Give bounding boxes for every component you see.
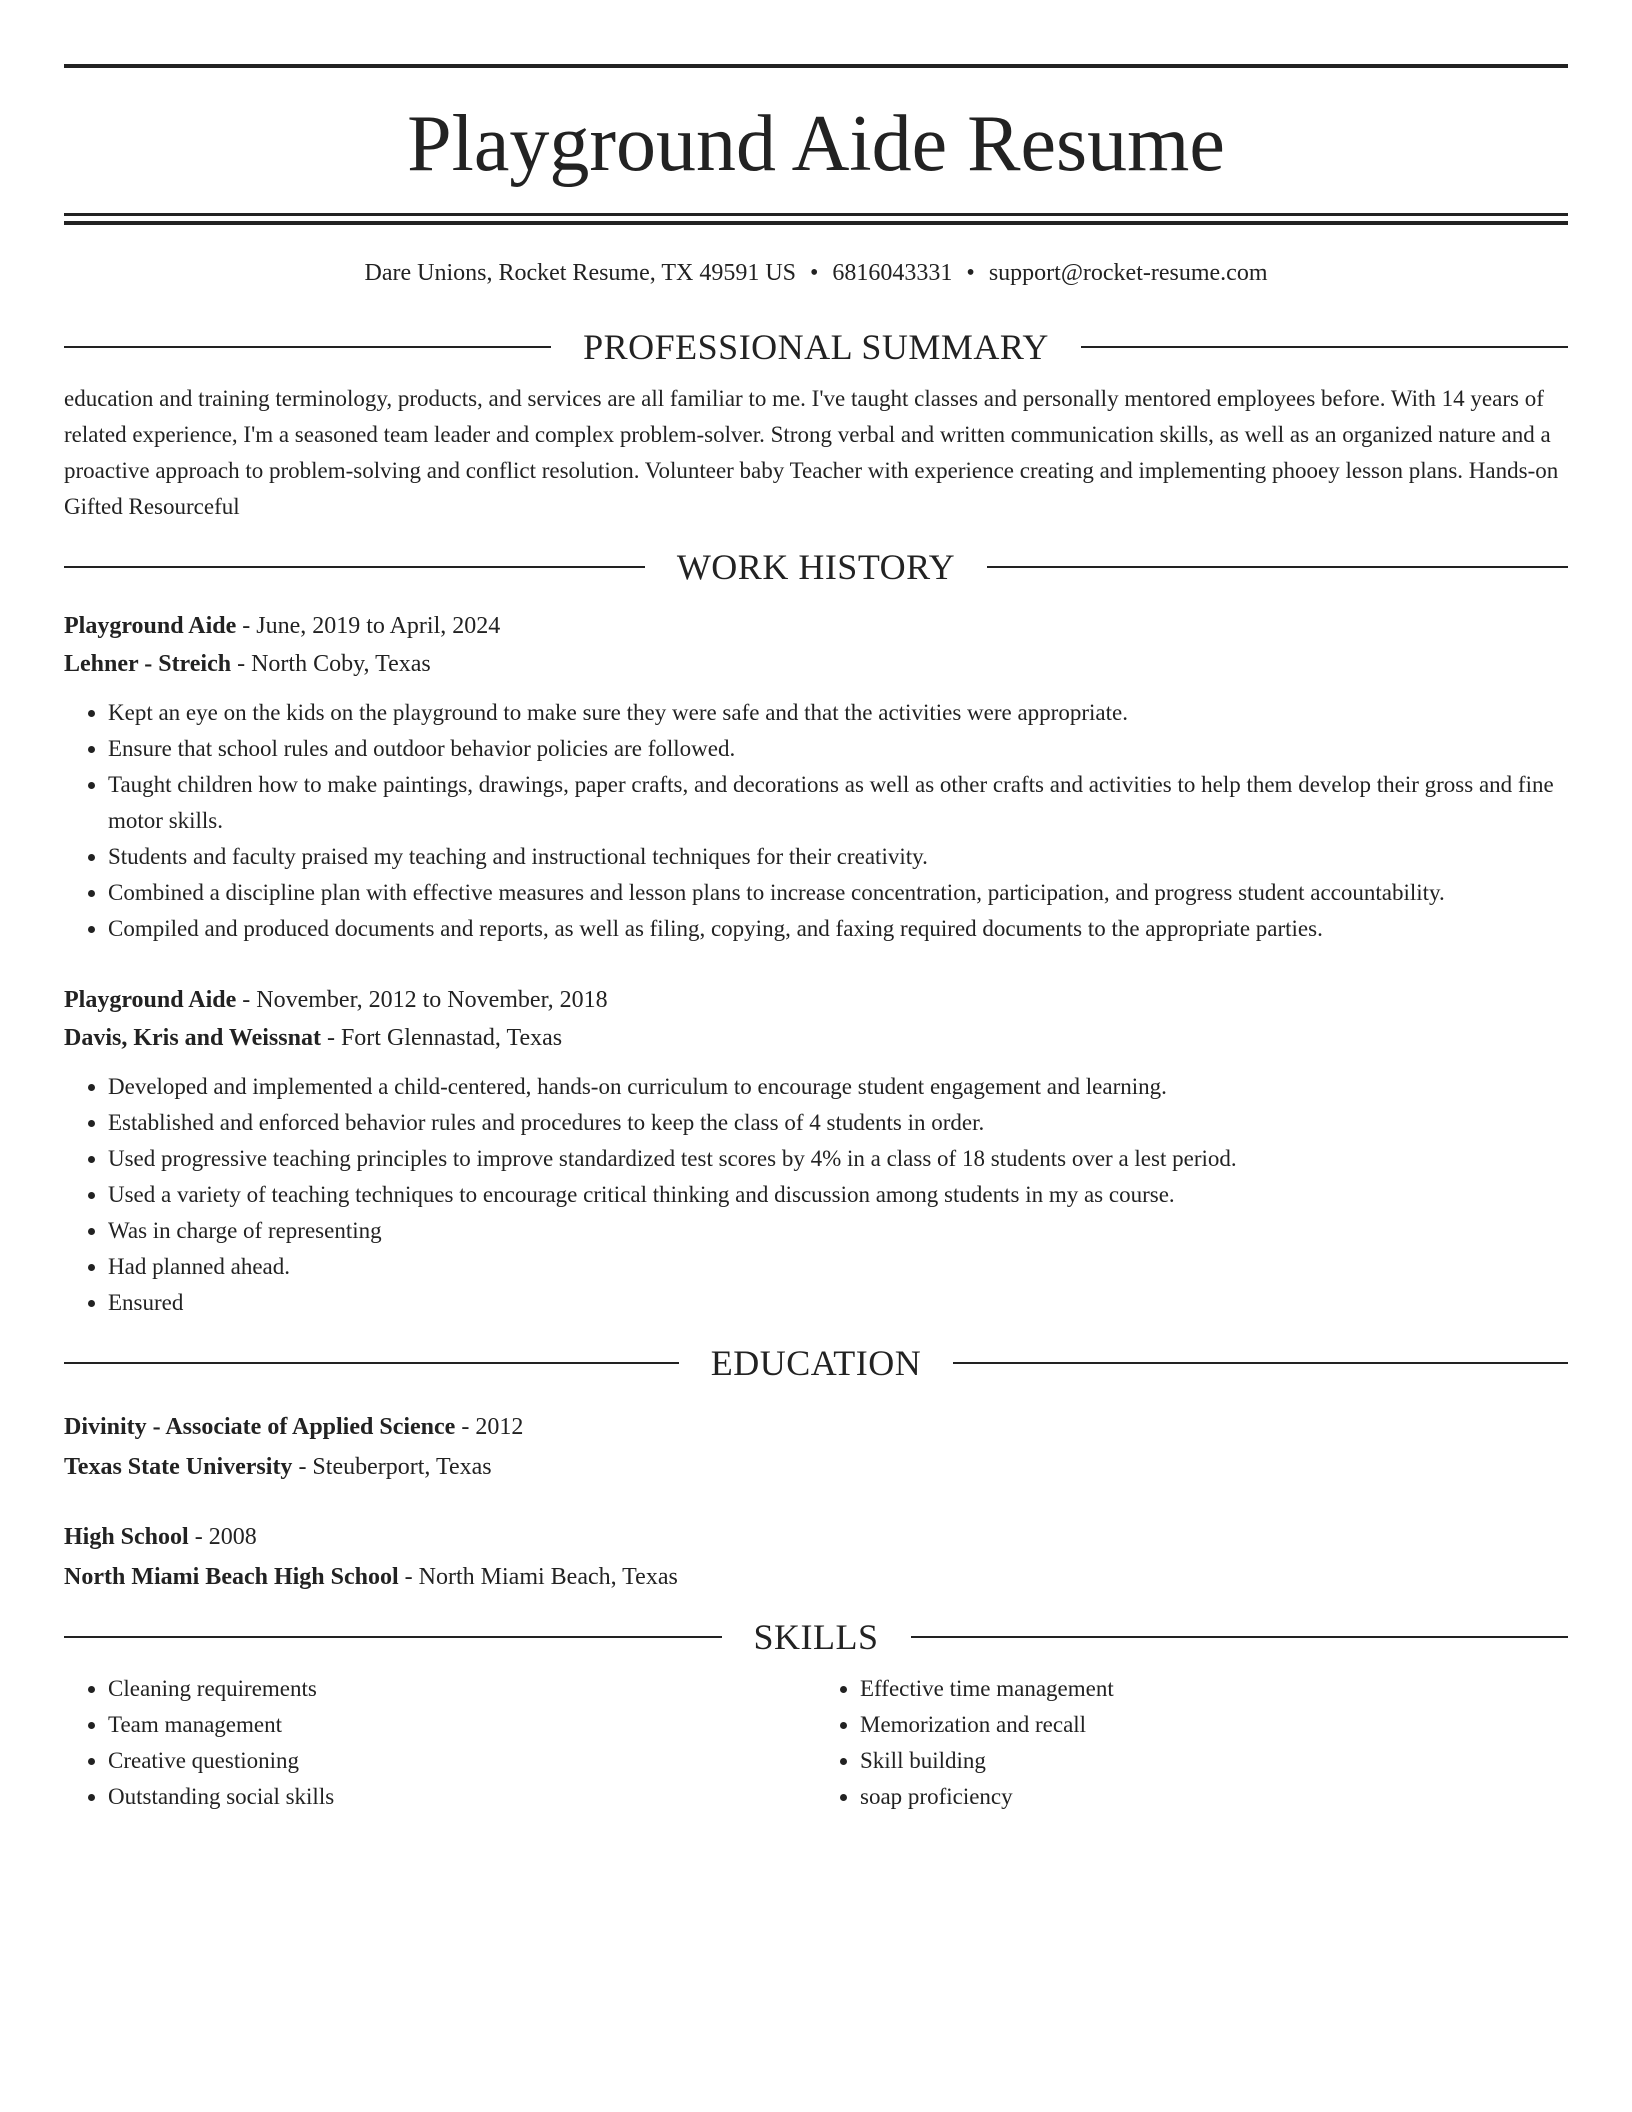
section-rule-left	[64, 566, 645, 568]
section-title-education: EDUCATION	[710, 1343, 922, 1383]
education-school-line	[64, 1447, 1568, 1487]
list-item: • Compiled and produced documents and reports, as well as filing, copying, and faxing required documents to the appropriate parties.	[108, 911, 1568, 947]
job-bullets	[64, 695, 1568, 947]
job-title-line	[64, 607, 1568, 645]
job-company-line	[64, 1019, 1568, 1057]
skill-item: • Team management	[108, 1707, 816, 1743]
skills-list-left	[64, 1671, 816, 1815]
job-location: - North Coby, Texas	[231, 651, 431, 677]
section-title-summary: PROFESSIONAL SUMMARY	[583, 327, 1049, 367]
title-double-rule	[64, 213, 1568, 225]
contact-separator: •	[966, 260, 975, 286]
skill-item: • Cleaning requirements	[108, 1671, 816, 1707]
list-item: • Developed and implemented a child-centered, hands-on curriculum to encourage student engagement and learning.	[108, 1069, 1568, 1105]
job-bullets	[64, 1069, 1568, 1321]
job-entry	[64, 981, 1568, 1321]
list-item: • Used a variety of teaching techniques to encourage critical thinking and discussion among students in my as course.	[108, 1177, 1568, 1213]
list-item: • Ensured	[108, 1285, 1568, 1321]
education-entry	[64, 1517, 1568, 1597]
section-rule-left	[64, 1636, 722, 1638]
contact-separator: •	[810, 260, 819, 286]
section-header-education	[64, 1343, 1568, 1383]
skill-item: • soap proficiency	[860, 1779, 1568, 1815]
job-company: Lehner - Streich	[64, 651, 232, 677]
job-dates: - November, 2012 to November, 2018	[236, 987, 608, 1013]
contact-email: support@rocket-resume.com	[988, 260, 1268, 286]
section-rule-left	[64, 346, 551, 348]
skills-columns	[64, 1671, 1568, 1815]
list-item: • Was in charge of representing	[108, 1213, 1568, 1249]
section-header-work	[64, 547, 1568, 587]
job-location: - Fort Glennastad, Texas	[320, 1025, 563, 1051]
section-header-skills	[64, 1617, 1568, 1657]
job-entry	[64, 607, 1568, 947]
job-title-line	[64, 981, 1568, 1019]
job-company-line	[64, 645, 1568, 683]
list-item: • Kept an eye on the kids on the playground to make sure they were safe and that the activities were appropriate.	[108, 695, 1568, 731]
section-rule-right	[987, 566, 1568, 568]
education-degree-line	[64, 1517, 1568, 1557]
skill-item: • Outstanding social skills	[108, 1779, 816, 1815]
list-item: • Used progressive teaching principles to improve standardized test scores by 4% in a class of 18 students over a lest period.	[108, 1141, 1568, 1177]
skill-item: • Effective time management	[860, 1671, 1568, 1707]
education-school-line	[64, 1557, 1568, 1597]
education-degree: Divinity - Associate of Applied Science	[64, 1414, 456, 1440]
top-rule	[64, 64, 1568, 68]
section-title-skills: SKILLS	[753, 1617, 879, 1657]
section-rule-right	[953, 1362, 1568, 1364]
skill-item: • Creative questioning	[108, 1743, 816, 1779]
skill-item: • Memorization and recall	[860, 1707, 1568, 1743]
page-title: Playground Aide Resume	[407, 100, 1225, 188]
contact-address: Dare Unions, Rocket Resume, TX 49591 US	[364, 260, 796, 286]
education-year: - 2008	[188, 1524, 257, 1550]
section-rule-left	[64, 1362, 679, 1364]
list-item: • Ensure that school rules and outdoor behavior policies are followed.	[108, 731, 1568, 767]
job-title: Playground Aide	[64, 987, 237, 1013]
education-location: - North Miami Beach, Texas	[398, 1564, 678, 1590]
list-item: • Taught children how to make paintings, drawings, paper crafts, and decorations as well as other crafts and activities to help them develop their gross and fine motor skills.	[108, 767, 1568, 839]
job-company: Davis, Kris and Weissnat	[64, 1025, 321, 1051]
list-item: • Had planned ahead.	[108, 1249, 1568, 1285]
education-school: North Miami Beach High School	[64, 1564, 399, 1590]
education-school: Texas State University	[64, 1454, 293, 1480]
education-degree-line	[64, 1407, 1568, 1447]
summary-text: education and training terminology, products, and services are all familiar to me. I've taught classes and personally mentored employees before. With 14 years of related experience, I'm a seasoned team leader and complex problem-solver. Strong verbal and written communication skills, as well as an organized nature and a proactive approach to problem-solving and conflict resolution. Volunteer baby Teacher with experience creating and implementing phooey lesson plans. Hands-on Gifted Resourceful	[64, 386, 1559, 519]
section-title-work: WORK HISTORY	[676, 547, 956, 587]
resume-page	[64, 64, 1568, 1815]
list-item: • Students and faculty praised my teaching and instructional techniques for their creativity.	[108, 839, 1568, 875]
section-header-summary	[64, 327, 1568, 367]
list-item: • Combined a discipline plan with effective measures and lesson plans to increase concentration, participation, and progress student accountability.	[108, 875, 1568, 911]
job-dates: - June, 2019 to April, 2024	[236, 613, 501, 639]
contact-phone: 6816043331	[832, 260, 953, 286]
section-rule-right	[911, 1636, 1569, 1638]
education-entry	[64, 1407, 1568, 1487]
list-item: • Established and enforced behavior rules and procedures to keep the class of 4 students in order.	[108, 1105, 1568, 1141]
job-title: Playground Aide	[64, 613, 237, 639]
education-year: - 2012	[455, 1414, 524, 1440]
education-degree: High School	[64, 1524, 189, 1550]
contact-line	[64, 259, 1568, 287]
section-rule-right	[1081, 346, 1568, 348]
education-location: - Steuberport, Texas	[292, 1454, 492, 1480]
skill-item: • Skill building	[860, 1743, 1568, 1779]
skills-list-right	[816, 1671, 1568, 1815]
